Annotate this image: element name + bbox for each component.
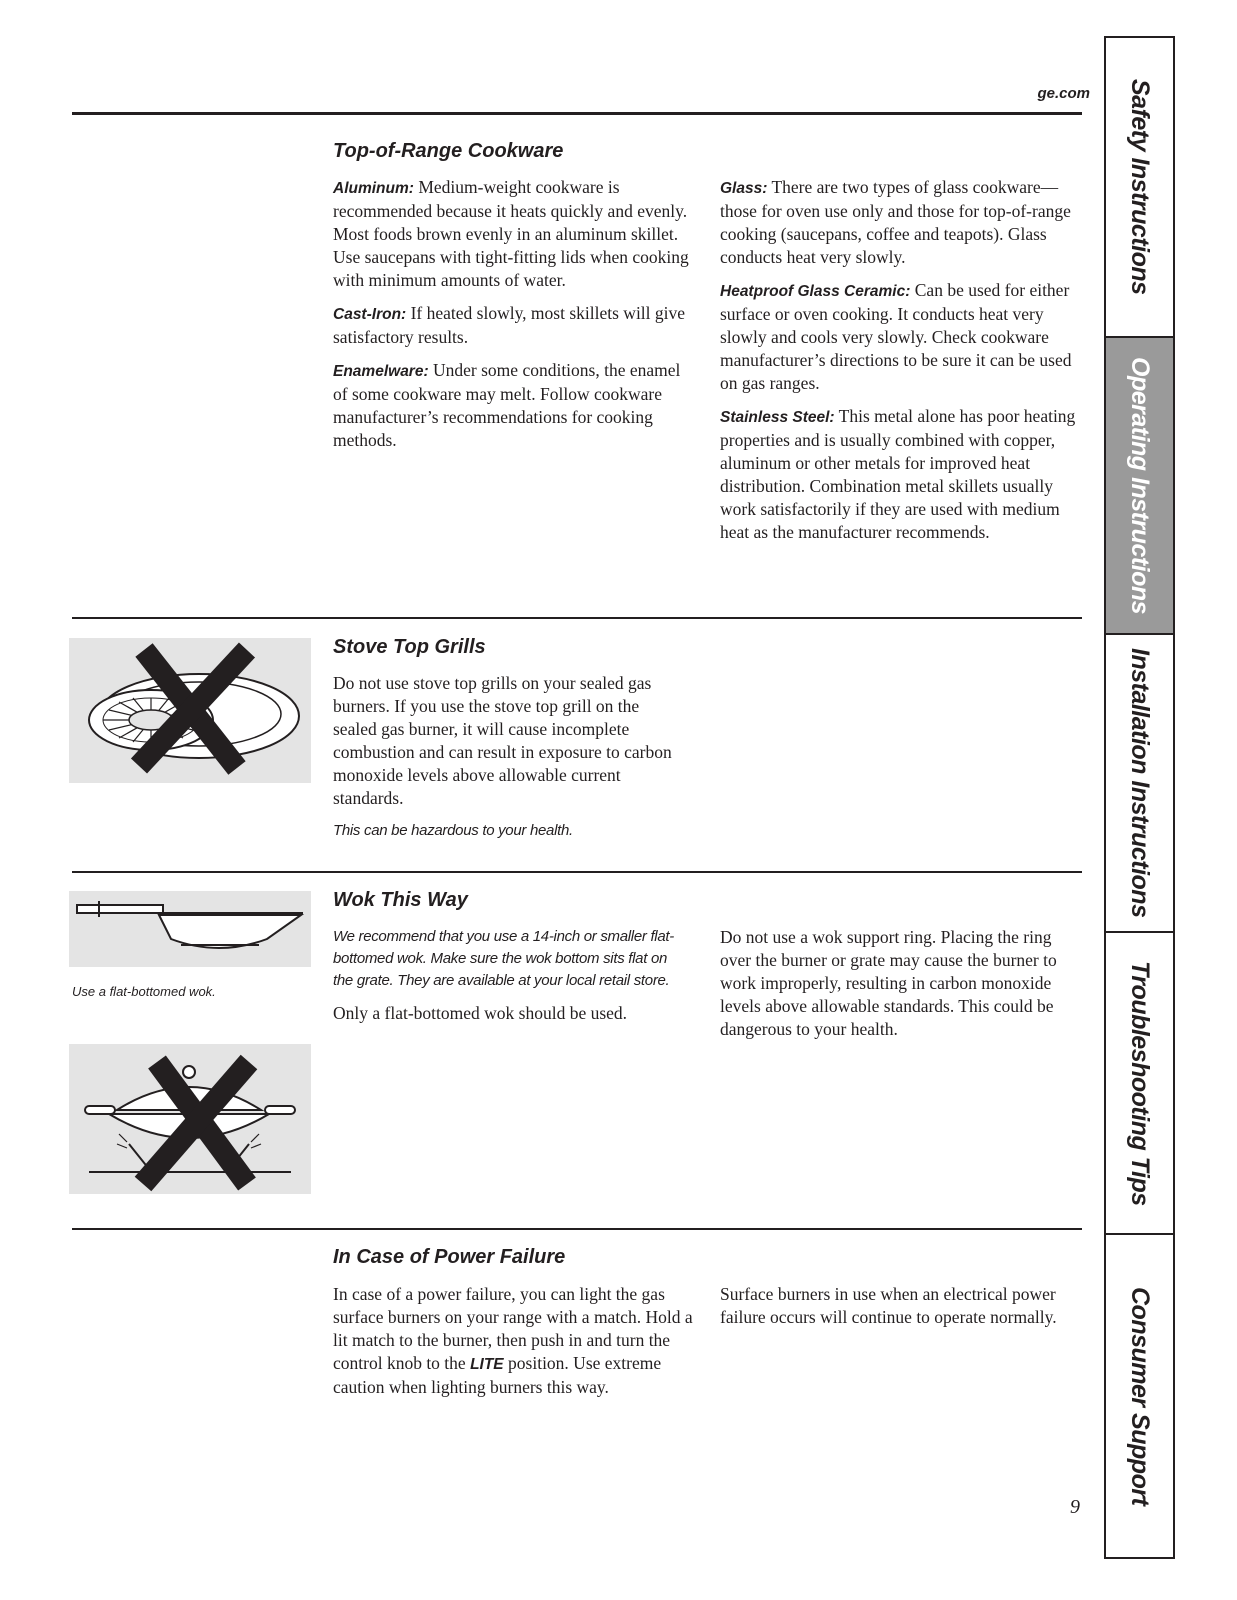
stove-grill-not-allowed-image xyxy=(69,638,311,783)
power-text-1b: position. Use extreme caution when lighting burners this way. xyxy=(333,1353,662,1397)
wok-ring-not-allowed-image xyxy=(69,1044,311,1194)
term-aluminum: Aluminum: xyxy=(333,180,414,197)
section-title-cookware: Top-of-Range Cookware xyxy=(333,140,564,162)
wok-left-column xyxy=(333,926,688,1035)
term-heatproof-glass-ceramic: Heatproof Glass Ceramic: xyxy=(720,283,911,300)
tab-troubleshooting-tips[interactable]: Troubleshooting Tips xyxy=(1106,933,1173,1235)
tab-safety-instructions[interactable]: Safety Instructions xyxy=(1106,38,1173,338)
wok-text-2: Do not use a wok support ring. Placing the ring over the burner or grate may cause the burner to work improperly, resulting in carbon monoxide levels above allowable standards. This could be dangerous to your health. xyxy=(720,927,1057,1039)
text-cast-iron: If heated slowly, most skillets will give satisfactory results. xyxy=(333,303,686,347)
wok-image-caption: Use a flat-bottomed wok. xyxy=(72,984,216,999)
power-right-column xyxy=(720,1283,1080,1339)
power-text-1a: In case of a power failure, you can light the gas surface burners on your range with a match. Hold a lit match to the burner, then push in and turn the control knob to the xyxy=(333,1284,693,1373)
tab-installation-instructions[interactable]: Installation Instructions xyxy=(1106,635,1173,933)
wok-note: We recommend that you use a 14-inch or smaller flat-bottomed wok. Make sure the wok bottom sits flat on the grate. They are available at your local retail store. xyxy=(333,928,674,989)
page-number: 9 xyxy=(1070,1496,1080,1518)
section-title-power: In Case of Power Failure xyxy=(333,1246,566,1268)
site-url: ge.com xyxy=(1037,85,1090,102)
grills-note: This can be hazardous to your health. xyxy=(333,822,573,839)
cookware-right-column xyxy=(720,176,1080,554)
grills-text: Do not use stove top grills on your sealed gas burners. If you use the stove top grill on the sealed gas burner, it will cause incomplete combustion and can result in exposure to carbon monoxide levels above allowable current standards. xyxy=(333,673,672,808)
text-enamelware: Under some conditions, the enamel of some cookware may melt. Follow cookware manufacturer’s recommendations for cooking methods. xyxy=(333,360,681,450)
term-cast-iron: Cast-Iron: xyxy=(333,306,407,323)
power-text-2: Surface burners in use when an electrical power failure occurs will continue to operate normally. xyxy=(720,1284,1057,1327)
tab-operating-instructions[interactable]: Operating Instructions xyxy=(1106,338,1173,635)
wok-text-1: Only a flat-bottomed wok should be used. xyxy=(333,1003,628,1023)
section-title-wok: Wok This Way xyxy=(333,889,468,911)
text-glass: There are two types of glass cookware—those for oven use only and those for top-of-range cooking (saucepans, coffee and teapots). Glass conducts heat very slowly. xyxy=(720,177,1071,267)
lite-keyword: LITE xyxy=(470,1356,504,1373)
section-divider xyxy=(72,1228,1082,1230)
section-divider xyxy=(72,871,1082,873)
section-divider xyxy=(72,617,1082,619)
term-stainless-steel: Stainless Steel: xyxy=(720,409,835,426)
term-glass: Glass: xyxy=(720,180,768,197)
header-rule xyxy=(72,112,1082,115)
text-aluminum: Medium-weight cookware is recommended because it heats quickly and evenly. Most foods brown evenly in an aluminum skillet. Use saucepans with tight-fitting lids when cooking with minimum amounts of water. xyxy=(333,177,689,290)
wok-right-column xyxy=(720,926,1085,1051)
cookware-left-column xyxy=(333,176,693,462)
term-enamelware: Enamelware: xyxy=(333,363,429,380)
grills-column xyxy=(333,672,678,852)
tab-consumer-support[interactable]: Consumer Support xyxy=(1126,1286,1154,1506)
section-sidebar xyxy=(1104,36,1175,1559)
section-title-grills: Stove Top Grills xyxy=(333,636,486,658)
text-stainless-steel: This metal alone has poor heating properties and is usually combined with copper, aluminum or other metals for improved heat distribution. Combination metal skillets usually work satisfactorily if they are used with medium heat as the manufacturer recommends. xyxy=(720,406,1076,542)
power-left-column xyxy=(333,1283,693,1409)
flat-bottomed-wok-image xyxy=(69,891,311,967)
text-heatproof-glass-ceramic: Can be used for either surface or oven cooking. It conducts heat very slowly and cools very slowly. Check cookware manufacturer’s directions to be sure it can be used on gas ranges. xyxy=(720,280,1072,393)
